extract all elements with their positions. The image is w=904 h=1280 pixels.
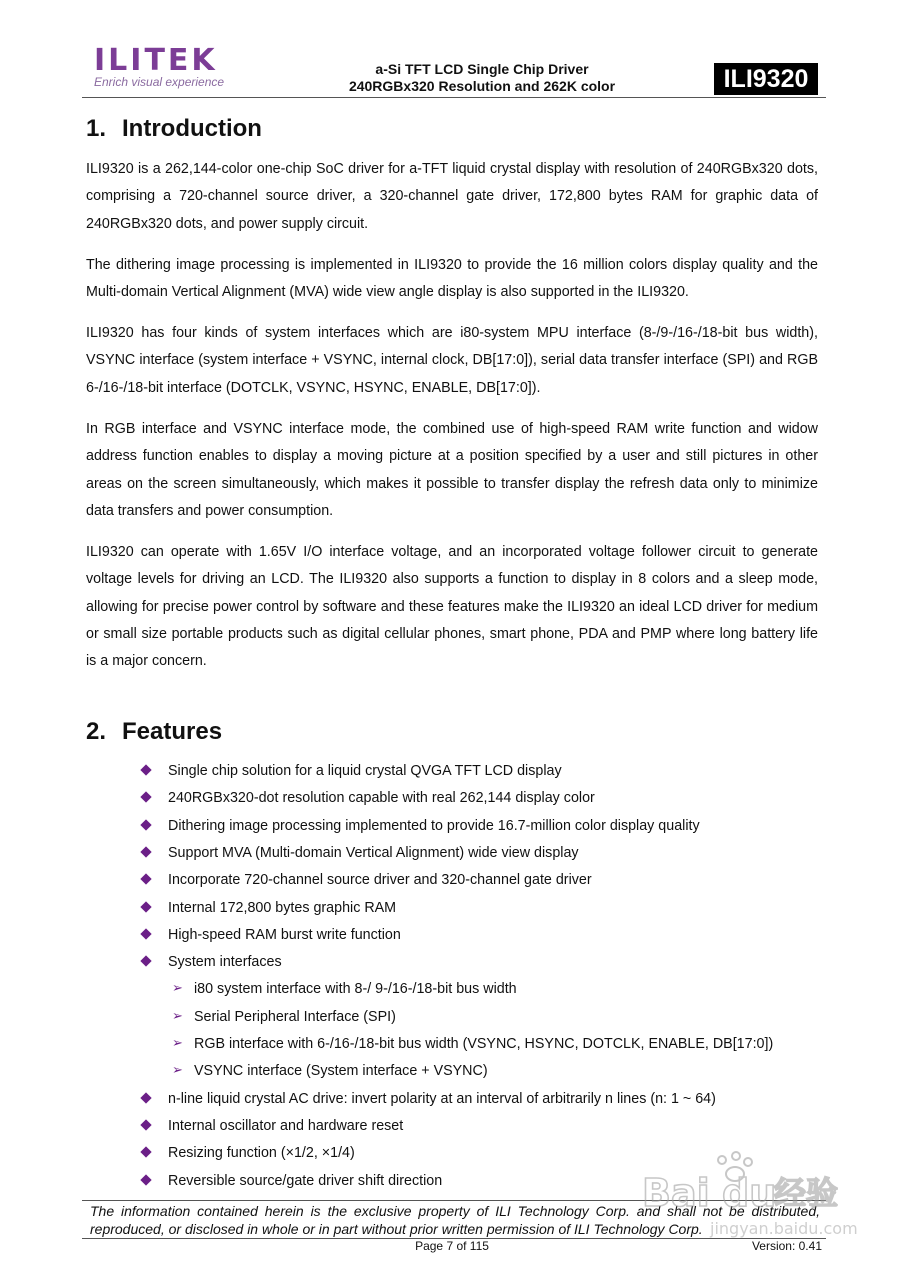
feature-item	[0, 895, 904, 922]
footer-notice: The information contained herein is the exclusive property of ILI Technology Corp. and shall not be distributed, reproduced, or disclosed in whole or in part without prior written permission of ILI Technology Corp.	[90, 1203, 820, 1237]
header-divider	[82, 97, 826, 98]
diamond-bullet-icon	[141, 820, 151, 830]
header-title-line2: 240RGBx320 Resolution and 262K color	[348, 78, 616, 94]
feature-text: Incorporate 720-channel source driver and 320-channel gate driver	[168, 872, 592, 889]
arrow-bullet-icon: ➢	[172, 1008, 183, 1024]
section-title: Features	[122, 718, 223, 745]
ilitek-logo	[94, 43, 225, 89]
diamond-bullet-icon	[141, 765, 151, 775]
diamond-bullet-icon	[141, 1147, 151, 1157]
section-number: 1.	[86, 115, 107, 142]
watermark-brand-du: du	[722, 1171, 777, 1215]
diamond-bullet-icon	[141, 956, 151, 966]
feature-subitem	[0, 976, 904, 1003]
intro-paragraph: The dithering image processing is implemented in ILI9320 to provide the 16 million colors display quality and the Multi-domain Vertical Alignment (MVA) wide view angle display is also supported in the ILI9320.	[86, 257, 818, 301]
section-heading-introduction	[86, 115, 262, 143]
section-number: 2.	[86, 718, 107, 745]
feature-text: VSYNC interface (System interface + VSYNC)	[194, 1063, 488, 1080]
feature-subitem	[0, 1031, 904, 1058]
feature-text: RGB interface with 6-/16-/18-bit bus width (VSYNC, HSYNC, DOTCLK, ENABLE, DB[17:0])	[194, 1036, 774, 1052]
intro-paragraph: In RGB interface and VSYNC interface mode, the combined use of high-speed RAM write function and widow address function enables to display a moving picture at a position specified by a user and still pictures in other areas on the screen simultaneously, which makes it possible to transfer display the refresh data only to minimize data transfers and power consumption.	[86, 421, 818, 519]
feature-text: Reversible source/gate driver shift direction	[168, 1172, 443, 1189]
section-title: Introduction	[122, 115, 262, 142]
diamond-bullet-icon	[141, 1175, 151, 1185]
arrow-bullet-icon: ➢	[172, 981, 183, 997]
feature-item	[0, 949, 904, 976]
feature-text: i80 system interface with 8-/ 9-/16-/18-bit bus width	[194, 981, 517, 998]
feature-text: System interfaces	[168, 954, 282, 971]
diamond-bullet-icon	[141, 874, 151, 884]
feature-text: Serial Peripheral Interface (SPI)	[194, 1008, 396, 1025]
feature-text: Internal oscillator and hardware reset	[168, 1117, 404, 1134]
arrow-bullet-icon: ➢	[172, 1036, 183, 1051]
feature-item	[0, 867, 904, 894]
feature-text: Internal 172,800 bytes graphic RAM	[168, 899, 397, 916]
feature-text: 240RGBx320-dot resolution capable with real 262,144 display color	[168, 790, 595, 807]
feature-item	[0, 840, 904, 867]
feature-item	[0, 785, 904, 812]
document-version: Version: 0.41	[751, 1239, 822, 1253]
diamond-bullet-icon	[141, 1120, 151, 1130]
chip-name-badge: ILI9320	[714, 63, 818, 95]
feature-text: High-speed RAM burst write function	[168, 926, 401, 943]
feature-item	[0, 758, 904, 785]
logo-wordmark: ILITEK	[94, 43, 218, 78]
header-title	[300, 61, 664, 95]
logo-tagline: Enrich visual experience	[94, 75, 225, 89]
arrow-bullet-icon: ➢	[172, 1063, 183, 1079]
section-heading-features	[86, 718, 222, 746]
watermark-suffix-text: 经验	[774, 1174, 839, 1212]
feature-text: Dithering image processing implemented to provide 16.7-million color display quality	[168, 817, 700, 834]
diamond-bullet-icon	[141, 847, 151, 857]
feature-item	[0, 922, 904, 949]
feature-item	[0, 813, 904, 840]
diamond-bullet-icon	[141, 929, 151, 939]
diamond-bullet-icon	[141, 902, 151, 912]
feature-text: Support MVA (Multi-domain Vertical Alignment) wide view display	[168, 844, 579, 861]
diamond-bullet-icon	[141, 1093, 151, 1103]
intro-paragraph: ILI9320 is a 262,144-color one-chip SoC driver for a-TFT liquid crystal display with resolution of 240RGBx320 dots, comprising a 720-channel source driver, a 320-channel gate driver, 172,800 bytes RAM for graphic data of 240RGBx320 dots, and power supply circuit.	[86, 161, 818, 232]
feature-item	[0, 1086, 904, 1113]
page-number: Page 7 of 115	[415, 1239, 489, 1253]
diamond-bullet-icon	[141, 792, 151, 802]
feature-subitem	[0, 1004, 904, 1031]
header-title-line1: a-Si TFT LCD Single Chip Driver	[375, 61, 589, 77]
baidu-watermark	[640, 1148, 860, 1248]
feature-text: n-line liquid crystal AC drive: invert polarity at an interval of arbitrarily n lines (n: 1 ~ 64)	[168, 1090, 716, 1107]
feature-text: Resizing function (×1/2, ×1/4)	[168, 1145, 355, 1162]
intro-paragraph: ILI9320 can operate with 1.65V I/O interface voltage, and an incorporated voltage follower circuit to generate voltage levels for driving an LCD. The ILI9320 also supports a function to display in 8 colors and a sleep mode, allowing for precise power control by software and these features make the ILI9320 an ideal LCD driver for medium or small size portable products such as digital cellular phones, smart phone, PDA and PMP where long battery life is a major concern.	[86, 544, 818, 670]
watermark-brand-text: Bai	[642, 1171, 710, 1215]
feature-text: Single chip solution for a liquid crystal QVGA TFT LCD display	[168, 763, 562, 779]
feature-subitem	[0, 1058, 904, 1085]
intro-paragraph: ILI9320 has four kinds of system interfaces which are i80-system MPU interface (8-/9-/16-/18-bit bus width), VSYNC interface (system interface + VSYNC, internal clock, DB[17:0]), serial data transfer interface (SPI) and RGB 6-/16-/18-bit interface (DOTCLK, VSYNC, HSYNC, ENABLE, DB[17:0]).	[86, 325, 818, 396]
feature-item	[0, 1113, 904, 1140]
watermark-url-text: jingyan.baidu.com	[710, 1219, 858, 1238]
